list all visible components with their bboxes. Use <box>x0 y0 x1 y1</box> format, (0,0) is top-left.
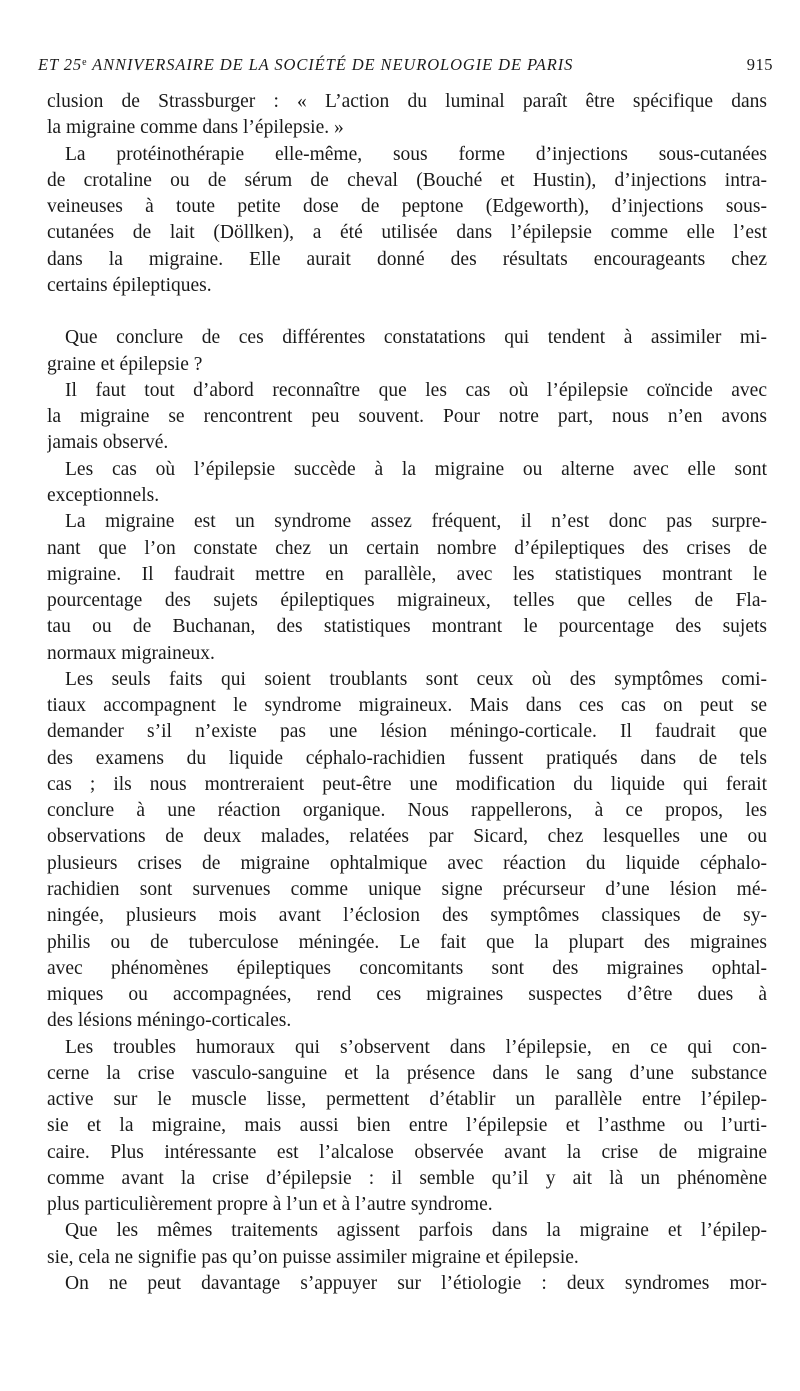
text-line: Il faut tout d’abord reconnaître que les cas où l’épilepsie coïncide avec <box>65 379 767 401</box>
text-line: ningée, plusieurs mois avant l’éclosion des symptômes classiques de sy- <box>47 905 767 927</box>
text-line: exceptionnels. <box>47 484 160 506</box>
text-line: La migraine est un syndrome assez fréquent, il n’est donc pas surpre- <box>65 511 767 533</box>
paragraph-gap <box>47 299 767 325</box>
text-line: avec phénomènes épileptiques concomitants sont des migraines ophtal- <box>47 957 767 979</box>
text-line: Que conclure de ces différentes constatations qui tendent à assimiler mi- <box>65 327 767 349</box>
text-line: certains épileptiques. <box>47 274 212 296</box>
text-line: normaux migraineux. <box>47 642 215 664</box>
text-line: clusion de Strassburger : « L’action du luminal paraît être spécifique dans <box>47 91 767 112</box>
text-line: la migraine se rencontrent peu souvent. Pour notre part, nous n’en avons <box>47 406 767 428</box>
text-line: demander s’il n’existe pas une lésion méningo-corticale. Il faudrait que <box>47 721 767 743</box>
text-line: caire. Plus intéressante est l’alcalose observée avant la crise de migraine <box>47 1141 767 1163</box>
text-line: graine et épilepsie ? <box>47 353 203 375</box>
text-line: plus particulièrement propre à l’un et à l’autre syndrome. <box>47 1194 493 1216</box>
text-line: la migraine comme dans l’épilepsie. » <box>47 117 344 139</box>
text-line: nant que l’on constate chez un certain nombre d’épileptiques des crises de <box>47 537 767 559</box>
text-line: active sur le muscle lisse, permettent d’établir un parallèle entre l’épilep- <box>47 1089 767 1111</box>
text-line: Que les mêmes traitements agissent parfois dans la migraine et l’épilep- <box>65 1220 767 1242</box>
text-line: rachidien sont survenues comme unique signe précurseur d’une lésion mé- <box>47 878 767 900</box>
text-line: des lésions méningo-corticales. <box>47 1010 292 1032</box>
text-line: On ne peut davantage s’appuyer sur l’étiologie : deux syndromes mor- <box>65 1272 767 1294</box>
text-line: migraine. Il faudrait mettre en parallèle, avec les statistiques montrant le <box>47 563 767 585</box>
text-line: sie, cela ne signifie pas qu’on puisse assimiler migraine et épilepsie. <box>47 1246 579 1268</box>
text-line: pourcentage des sujets épileptiques migraineux, telles que celles de Fla- <box>47 590 767 612</box>
text-line: miques ou accompagnées, rend ces migraines suspectes d’être dues à <box>47 984 767 1006</box>
text-line: de crotaline ou de sérum de cheval (Bouché et Hustin), d’injections intra- <box>47 169 767 191</box>
text-line: Les cas où l’épilepsie succède à la migraine ou alterne avec elle sont <box>65 458 767 480</box>
text-line: cutanées de lait (Döllken), a été utilisée dans l’épilepsie comme elle l’est <box>47 222 767 244</box>
text-line: sie et la migraine, mais aussi bien entre l’épilepsie et l’asthme ou l’urti- <box>47 1115 767 1137</box>
text-line: cerne la crise vasculo-sanguine et la présence dans le sang d’une substance <box>47 1062 767 1084</box>
text-line: comme avant la crise d’épilepsie : il semble qu’il y ait là un phénomène <box>47 1167 767 1189</box>
text-line: plusieurs crises de migraine ophtalmique avec réaction du liquide céphalo- <box>47 852 767 874</box>
page-number: 915 <box>746 55 773 74</box>
text-line: cas ; ils nous montreraient peut-être une modification du liquide qui ferait <box>47 773 767 795</box>
body-text <box>47 89 767 1297</box>
text-line: dans la migraine. Elle aurait donné des résultats encourageants chez <box>47 248 767 270</box>
text-line: tau ou de Buchanan, des statistiques montrant le pourcentage des sujets <box>47 616 767 638</box>
text-line: observations de deux malades, relatées par Sicard, chez lesquelles une ou <box>47 826 767 848</box>
text-line: Les seuls faits qui soient troublants sont ceux où des symptômes comi- <box>65 668 767 690</box>
text-line: veineuses à toute petite dose de peptone (Edgeworth), d’injections sous- <box>47 196 767 218</box>
text-line: Les troubles humoraux qui s’observent dans l’épilepsie, en ce qui con- <box>65 1036 767 1058</box>
text-line: des examens du liquide céphalo-rachidien fussent pratiqués dans de tels <box>47 747 767 769</box>
text-line: La protéinothérapie elle-même, sous forme d’injections sous-cutanées <box>65 143 767 165</box>
text-line: philis ou de tuberculose méningée. Le fait que la plupart des migraines <box>47 931 767 953</box>
running-head-title: ET 25e ANNIVERSAIRE DE LA SOCIÉTÉ DE NEUROLOGIE DE PARIS <box>38 55 574 74</box>
text-line: conclure à une réaction organique. Nous rappellerons, à ce propos, les <box>47 800 767 822</box>
text-line: tiaux accompagnent le syndrome migraineux. Mais dans ces cas on peut se <box>47 695 767 717</box>
text-line: jamais observé. <box>47 432 169 454</box>
running-head <box>38 55 773 75</box>
